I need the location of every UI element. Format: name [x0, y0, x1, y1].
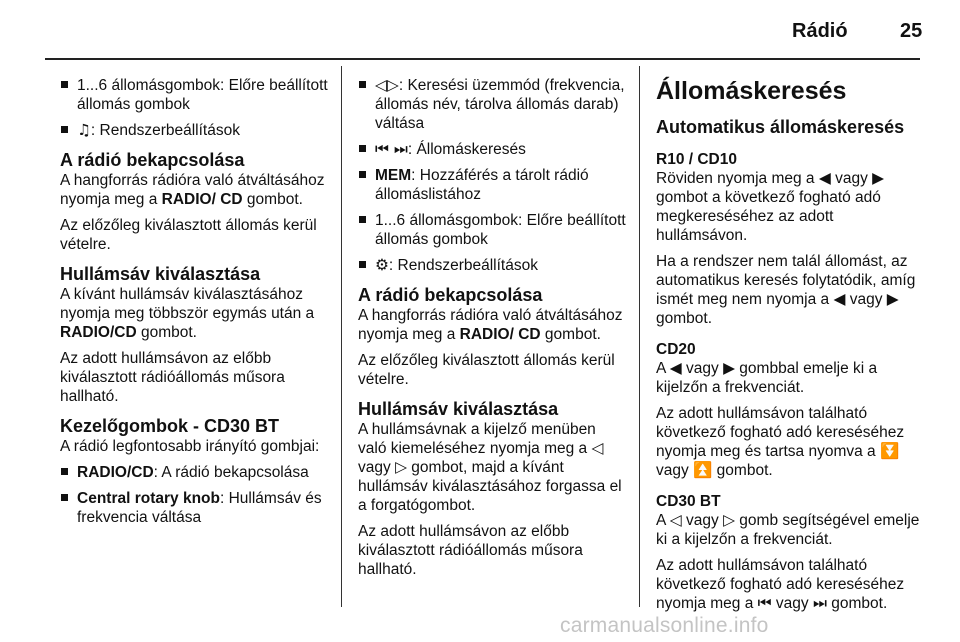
left-icon: ◁ — [669, 511, 682, 529]
bullet-icon — [61, 126, 68, 133]
right-icon: ▷ — [723, 511, 735, 529]
list-item: 1...6 állomásgombok: Előre beállított állomás gombok — [60, 76, 332, 114]
bullet-icon — [359, 171, 366, 178]
settings-icon: ⚙ — [375, 256, 389, 274]
page-title: Rádió — [792, 20, 848, 42]
list-item: ⚙: Rendszerbeállítások — [358, 256, 626, 275]
sub-heading: Automatikus állomáskeresés — [656, 117, 905, 137]
paragraph: A kívánt hullámsáv kiválasztásához nyomja meg többször egymás után a RADIO/CD gombot. — [60, 286, 315, 341]
column-2 — [358, 76, 626, 586]
bullet-icon — [61, 81, 68, 88]
watermark: carmanualsonline.info — [560, 614, 769, 637]
next-track-icon: ⏭ — [812, 594, 827, 612]
column-divider-2 — [639, 66, 640, 607]
section-heading: Kezelőgombok - CD30 BT — [60, 416, 280, 436]
music-note-icon: ♫ — [77, 121, 91, 139]
list-item: 1...6 állomásgombok: Előre beállított állomás gombok — [358, 211, 626, 249]
page-number: 25 — [900, 20, 923, 42]
bullet-icon — [359, 145, 366, 152]
right-arrow-icon: ▶ — [886, 290, 899, 308]
paragraph: A ◀ vagy ▶ gombbal emelje ki a kijelzőn a frekvenciát. — [656, 359, 878, 396]
list-item: ⏮ ⏭: Állomáskeresés — [358, 140, 626, 159]
model-heading: CD30 BT — [656, 493, 721, 510]
page-header — [0, 0, 960, 60]
column-3 — [656, 76, 926, 620]
seek-down-icon: ⏬ — [880, 442, 900, 460]
left-icon: ◁ — [591, 439, 604, 457]
list-item: MEM: Hozzáférés a tárolt rádió állomáslistához — [358, 166, 626, 204]
left-arrow-icon: ◀ — [818, 169, 831, 187]
section-heading: A rádió bekapcsolása — [358, 285, 543, 305]
paragraph: A ◁ vagy ▷ gomb segítségével emelje ki a kijelzőn a frekvenciát. — [656, 511, 920, 548]
bullet-icon — [359, 261, 366, 268]
bullet-icon — [61, 494, 68, 501]
paragraph: Ha a rendszer nem talál állomást, az automatikus keresés folytatódik, amíg ismét meg nem nyomja a ◀ vagy ▶ gombot. — [656, 253, 916, 327]
list-item: RADIO/CD: A rádió bekapcsolása — [60, 463, 332, 482]
paragraph: Az előzőleg kiválasztott állomás kerül vételre. — [60, 217, 317, 253]
section-heading: Hullámsáv kiválasztása — [60, 264, 261, 284]
seek-up-icon: ⏫ — [693, 461, 713, 479]
paragraph: Az adott hullámsávon található következő fogható adó kereséséhez nyomja meg és tartsa nyomva a ⏬ vagy ⏫ gombot. — [656, 405, 905, 479]
main-heading: Állomáskeresés — [656, 77, 847, 105]
left-arrow-icon: ◀ — [833, 290, 846, 308]
list-item: ♫: Rendszerbeállítások — [60, 121, 332, 140]
right-icon: ▷ — [395, 458, 407, 476]
header-rule — [45, 58, 920, 60]
previous-track-icon: ⏮ — [757, 594, 772, 612]
paragraph: A rádió legfontosabb irányító gombjai: — [60, 438, 320, 455]
right-arrow-icon: ▶ — [872, 169, 885, 187]
model-heading: R10 / CD10 — [656, 151, 737, 168]
bullet-icon — [61, 468, 68, 475]
paragraph: Röviden nyomja meg a ◀ vagy ▶ gombot a következő fogható adó megkereséséhez az adott hullámsávon. — [656, 169, 885, 244]
paragraph: Az előzőleg kiválasztott állomás kerül vételre. — [358, 352, 615, 388]
seek-icons: ⏮ ⏭ — [375, 140, 408, 158]
right-arrow-icon: ▶ — [723, 359, 735, 377]
left-right-arrows-icon: ◁▷ — [375, 76, 399, 94]
model-heading: CD20 — [656, 341, 696, 358]
paragraph: Az adott hullámsávon az előbb kiválasztott rádióállomás műsora hallható. — [60, 350, 285, 405]
section-heading: Hullámsáv kiválasztása — [358, 399, 559, 419]
paragraph: Az adott hullámsávon az előbb kiválasztott rádióállomás műsora hallható. — [358, 523, 583, 578]
column-divider-1 — [341, 66, 342, 607]
bullet-icon — [359, 81, 366, 88]
bullet-icon — [359, 216, 366, 223]
paragraph: Az adott hullámsávon található következő fogható adó kereséséhez nyomja meg a ⏮ vagy ⏭ gombot. — [656, 557, 905, 612]
paragraph: A hullámsávnak a kijelző menüben való kiemeléséhez nyomja meg a ◁ vagy ▷ gombot, majd a kívánt hullámsáv kiválasztásához forgassa el a forgatógombot. — [358, 421, 622, 514]
paragraph: A hangforrás rádióra való átváltásához nyomja meg a RADIO/ CD gombot. — [358, 307, 623, 343]
list-item: ◁▷: Keresési üzemmód (frekvencia, állomás név, tárolva állomás darab) váltása — [358, 76, 626, 133]
paragraph: A hangforrás rádióra való átváltásához nyomja meg a RADIO/ CD gombot. — [60, 172, 325, 208]
column-1 — [60, 76, 332, 534]
section-heading: A rádió bekapcsolása — [60, 150, 245, 170]
list-item: Central rotary knob: Hullámsáv és frekvencia váltása — [60, 489, 332, 527]
left-arrow-icon: ◀ — [669, 359, 682, 377]
